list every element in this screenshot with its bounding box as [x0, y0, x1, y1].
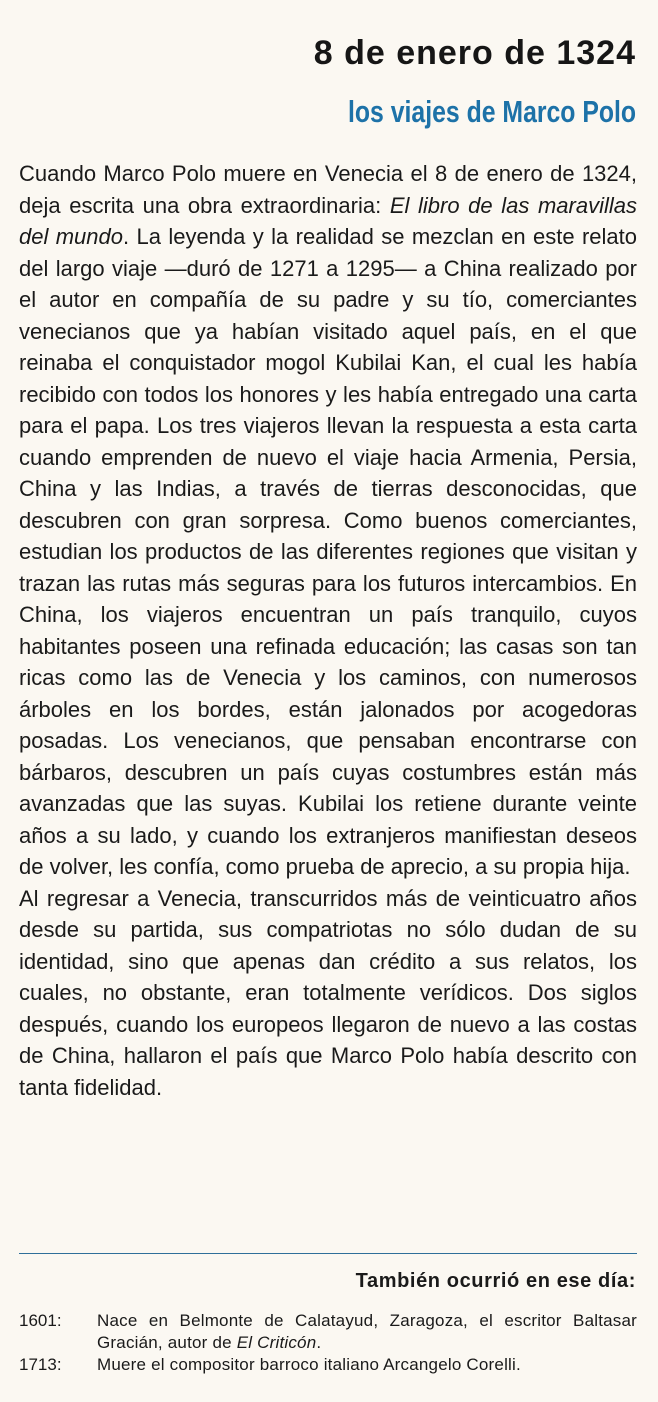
paragraph-1-intro: Cuando Marco Polo muere en Venecia el 8 de enero de 1324, deja escrita una obra extraordinaria: — [19, 161, 637, 218]
event-text-before: Nace en Belmonte de Calatayud, Zaragoza, el escritor Baltasar Gracián, autor de — [97, 1311, 637, 1352]
book-title: El libro de las maravillas del mundo — [19, 192, 637, 249]
page-subtitle: los viajes de Marco Polo — [347, 94, 636, 129]
section-divider — [19, 1253, 637, 1254]
event-text: Muere el compositor barroco italiano Arcangelo Corelli. — [97, 1355, 521, 1374]
article-paragraph-1 — [19, 158, 637, 883]
event-work-title: El Criticón — [236, 1332, 317, 1352]
event-year: 1601: — [19, 1311, 62, 1330]
event-text-after: . — [316, 1332, 322, 1352]
event-item — [19, 1354, 637, 1376]
event-year: 1713: — [19, 1355, 62, 1374]
events-list — [19, 1310, 637, 1377]
article-paragraph-2: Al regresar a Venecia, transcurridos más de veinticuatro años desde su partida, sus compatriotas no sólo dudan de su identidad, sino que apenas dan crédito a sus relatos, los cuales, no obstante, eran totalmente verídicos. Dos siglos después, cuando los europeos llegaron de nuevo a las costas de China, hallaron el país que Marco Polo había descrito con tanta fidelidad. — [19, 885, 637, 1100]
paragraph-1-rest: . La leyenda y la realidad se mezclan en este relato del largo viaje —duró de 1271 a 1295— a China realizado por el autor en compañía de su padre y su tío, comerciantes venecianos que ya habían visitado aquel país, en el que reinaba el conquistador mogol Kubilai Kan, el cual les había recibido con todos los honores y les había entregado una carta para el papa. Los tres viajeros llevan la respuesta a esta carta cuando emprenden de nuevo el viaje hacia Armenia, Persia, China y las Indias, a través de tierras desconocidas, que descubren con gran sorpresa. Como buenos comerciantes, estudian los productos de las diferentes regiones que visitan y trazan las rutas más seguras para los futuros intercambios. En China, los viajeros encuentran un país tranquilo, cuyos habitantes poseen una refinada educación; las casas son tan ricas como las de Venecia y los caminos, con numerosos árboles en los bordes, están jalonados por acogedoras posadas. Los venecianos, que pensaban encontrarse con bárbaros, descubren un país cuyas costumbres están más avanzadas que las suyas. Kubilai los retiene durante veinte años a su lado, y cuando los extranjeros manifiestan deseos de volver, les confía, como prueba de aprecio, a su propia hija. — [19, 224, 637, 879]
event-text — [97, 1310, 637, 1353]
article-body — [19, 158, 637, 1103]
event-item — [19, 1310, 637, 1353]
page-date-heading: 8 de enero de 1324 — [313, 34, 636, 72]
also-happened-title: También ocurrió en ese día: — [355, 1270, 636, 1292]
